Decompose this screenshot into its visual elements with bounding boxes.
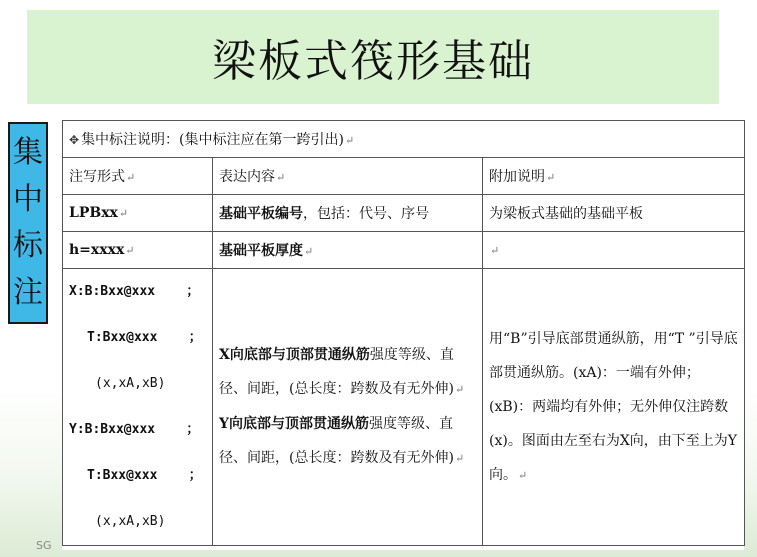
paragraph-mark-icon: ↵ — [304, 245, 314, 258]
page-title: 梁板式筏形基础 — [212, 36, 534, 87]
table-cell — [213, 269, 483, 546]
side-label-char: 集 — [13, 135, 43, 171]
table-row — [63, 195, 745, 232]
paragraph-mark-icon: ↵ — [518, 468, 528, 482]
content-text: ，包括：代号、序号 — [303, 206, 429, 222]
table-cell — [213, 232, 483, 269]
content-text: 强度等级、直径、间距，(总长度：跨数及有无外伸) — [219, 347, 454, 397]
content-bold: Y向底部与顶部贯通纵筋 — [219, 416, 369, 432]
table-cell — [483, 269, 745, 546]
header-cell — [483, 158, 745, 195]
header-content: 表达内容 — [219, 169, 275, 185]
table-cell — [63, 195, 213, 232]
paragraph-mark-icon: ↵ — [118, 207, 129, 220]
header-note: 附加说明 — [489, 169, 545, 185]
annotation-table — [62, 120, 745, 546]
table-cell — [63, 269, 213, 546]
paragraph-mark-icon: ↵ — [454, 452, 465, 465]
form-line: T:Bxx@xxx ； — [87, 468, 202, 483]
paragraph-mark-icon: ↵ — [490, 244, 500, 257]
side-label — [8, 122, 48, 324]
header-cell — [213, 158, 483, 195]
note-text: 为梁板式基础的基础平板 — [489, 206, 643, 222]
note-paragraph — [489, 322, 738, 493]
table-header-row — [63, 158, 745, 195]
table-cell — [483, 232, 745, 269]
side-label-char: 注 — [13, 274, 43, 310]
move-handle-icon[interactable]: ✥ — [69, 133, 80, 147]
header-cell — [63, 158, 213, 195]
y-direction-paragraph — [219, 407, 476, 476]
paragraph-mark-icon: ↵ — [454, 383, 465, 396]
content-bold: X向底部与顶部贯通纵筋 — [219, 347, 370, 363]
table-row — [63, 269, 745, 546]
paragraph-mark-icon: ↵ — [276, 171, 286, 184]
side-label-char: 标 — [13, 228, 43, 264]
content-bold: 基础平板编号 — [219, 206, 303, 222]
paragraph-mark-icon: ↵ — [125, 244, 135, 257]
table-cell — [63, 232, 213, 269]
title-banner — [27, 10, 719, 104]
form-line: (x,xA,xB) — [95, 376, 166, 391]
x-direction-paragraph — [219, 338, 476, 407]
paragraph-mark-icon: ↵ — [345, 134, 355, 147]
form-line: Y:B:Bxx@xxx ； — [69, 422, 200, 437]
table-row — [63, 232, 745, 269]
table-caption-cell — [63, 121, 745, 158]
footer-logo: SG — [36, 539, 52, 552]
table-caption: 集中标注说明：(集中标注应在第一跨引出) — [81, 132, 344, 148]
form-line: X:B:Bxx@xxx ； — [69, 284, 200, 299]
form-line: (x,xA,xB) — [95, 514, 166, 529]
table-cell — [213, 195, 483, 232]
content-bold: 基础平板厚度 — [219, 243, 303, 259]
side-label-char: 中 — [13, 181, 43, 217]
header-form: 注写形式 — [69, 169, 125, 185]
table-cell — [483, 195, 745, 232]
annotation-document — [62, 120, 744, 550]
paragraph-mark-icon: ↵ — [546, 171, 556, 184]
form-text: h=xxxx — [69, 242, 125, 258]
form-text: LPBxx — [69, 205, 118, 221]
table-caption-row — [63, 121, 745, 158]
paragraph-mark-icon: ↵ — [126, 171, 136, 184]
note-text: 用“B”引导底部贯通纵筋，用“T ”引导底部贯通纵筋。(xA)：一端有外伸；(xB)：两端均有外伸；无外伸仅注跨数(x)。图面由左至右为X向，由下至上为Y向。 — [489, 330, 738, 483]
form-line: T:Bxx@xxx ； — [87, 330, 202, 345]
content-text: 强度等级、直径、间距，(总长度：跨数及有无外伸) — [219, 416, 454, 466]
